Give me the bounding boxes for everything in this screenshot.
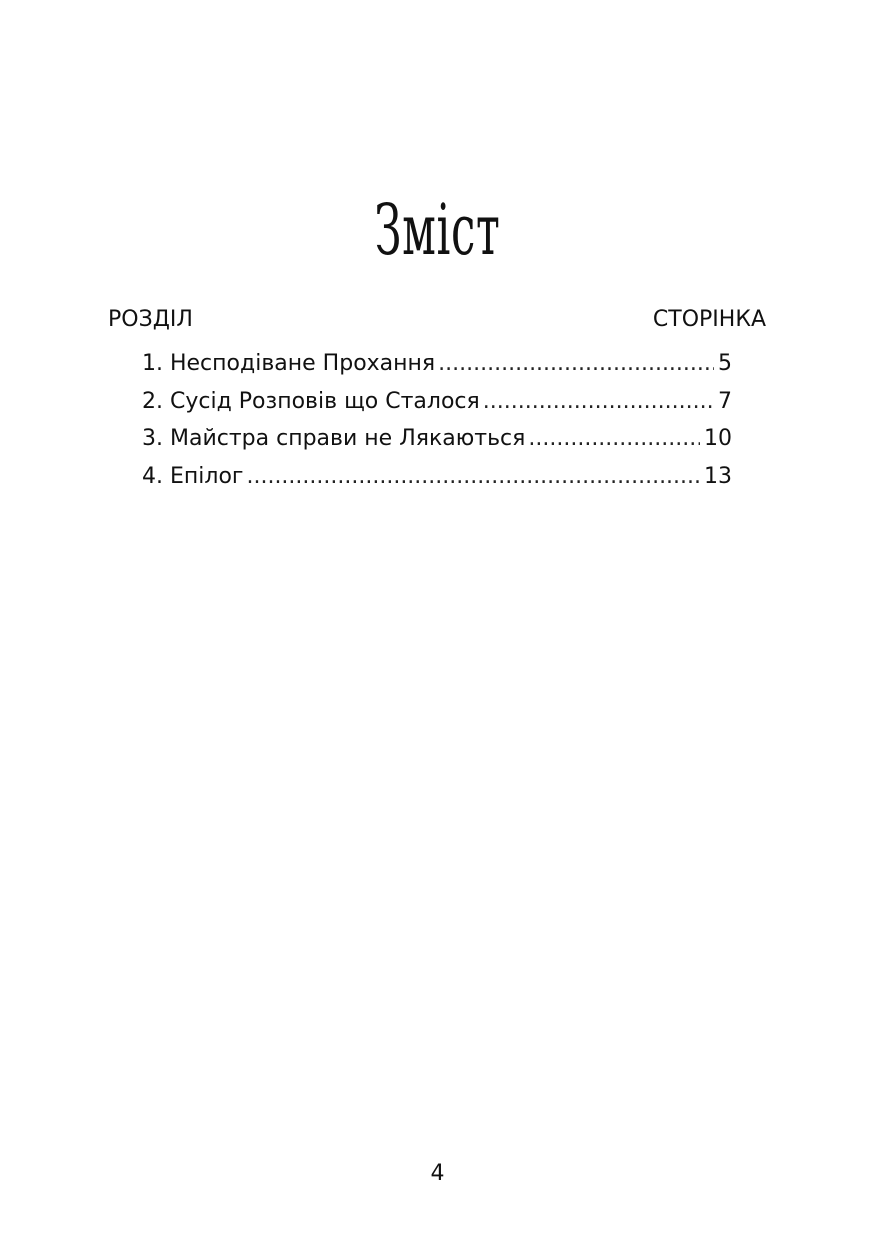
- toc-entry-4[interactable]: [142, 458, 732, 496]
- page-title: Зміст: [374, 189, 501, 271]
- toc-entry-3[interactable]: [142, 420, 732, 458]
- toc-entry-page: 5: [718, 351, 732, 376]
- dot-leader: [483, 383, 714, 421]
- dot-leader: [528, 420, 700, 458]
- page-number: 4: [430, 1161, 445, 1186]
- toc-entry-title: 1. Несподіване Прохання: [142, 351, 436, 376]
- dot-leader: [246, 458, 700, 496]
- chapter-column-label: РОЗДІЛ: [108, 307, 193, 332]
- toc-header: [108, 304, 766, 336]
- toc-entry-page: 13: [704, 463, 732, 489]
- dot-leader: [438, 345, 714, 383]
- table-of-contents: [142, 345, 732, 495]
- toc-entry-page: 7: [718, 388, 732, 414]
- toc-entry-1[interactable]: [142, 345, 732, 383]
- toc-entry-2[interactable]: [142, 383, 732, 421]
- toc-entry-title: 3. Майстра справи не Лякаються: [142, 426, 526, 451]
- toc-entry-title: 2. Сусід Розповів що Сталося: [142, 388, 480, 414]
- toc-entry-page: 10: [704, 426, 732, 451]
- page-column-label: СТОРІНКА: [652, 307, 766, 332]
- toc-entry-title: 4. Епілог: [142, 463, 244, 489]
